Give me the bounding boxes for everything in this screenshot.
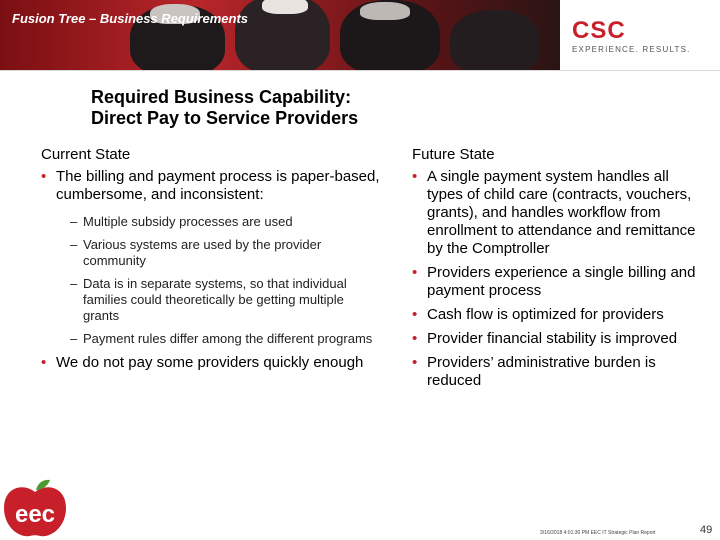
future-state-bullet: • Providers experience a single billing and payment process — [412, 264, 702, 300]
future-state-heading: Future State — [412, 146, 495, 163]
eec-logo-text: eec — [14, 501, 56, 528]
header-divider — [0, 70, 720, 71]
eec-logo — [0, 478, 70, 540]
slide-title-line-1: Required Business Capability: — [91, 87, 352, 107]
current-state-bullet: • We do not pay some providers quickly enough — [41, 354, 381, 372]
current-state-subitem: – Various systems are used by the provider community — [41, 237, 381, 269]
current-state-subitem: – Multiple subsidy processes are used — [41, 214, 381, 230]
cyclist-image — [450, 10, 540, 70]
header-banner — [0, 0, 560, 70]
current-state-heading: Current State — [41, 146, 131, 163]
future-state-bullet: • Provider financial stability is improved — [412, 330, 702, 348]
current-state-column — [41, 146, 381, 378]
current-state-bullet: • The billing and payment process is paper-based, cumbersome, and inconsistent: — [41, 168, 381, 204]
csc-tagline: EXPERIENCE. RESULTS. — [572, 45, 691, 54]
future-state-bullet: • Providers’ administrative burden is reduced — [412, 354, 702, 390]
slide-title — [91, 87, 551, 129]
helmet-shape — [262, 0, 308, 14]
current-state-subitem: – Data is in separate systems, so that individual families could theoretically be getting multiple grants — [41, 276, 381, 324]
current-state-subitem: – Payment rules differ among the different programs — [41, 331, 381, 347]
current-state-subitems — [41, 214, 381, 347]
csc-logo: CSC — [572, 17, 626, 44]
helmet-shape — [360, 2, 410, 20]
future-state-column — [412, 146, 702, 396]
future-state-bullet: • A single payment system handles all types of child care (contracts, vouchers, grants), and handles workflow from enrollment to attendance and remittance by the Comptroller — [412, 168, 702, 258]
future-state-bullet: • Cash flow is optimized for providers — [412, 306, 702, 324]
footer-note: 3/16/2018 4:01:30 PM EEC IT Strategic Plan Report — [540, 530, 656, 536]
slide-title-line-2: Direct Pay to Service Providers — [91, 108, 359, 128]
page-number: 49 — [700, 524, 713, 536]
banner-title: Fusion Tree – Business Requirements — [12, 11, 248, 26]
